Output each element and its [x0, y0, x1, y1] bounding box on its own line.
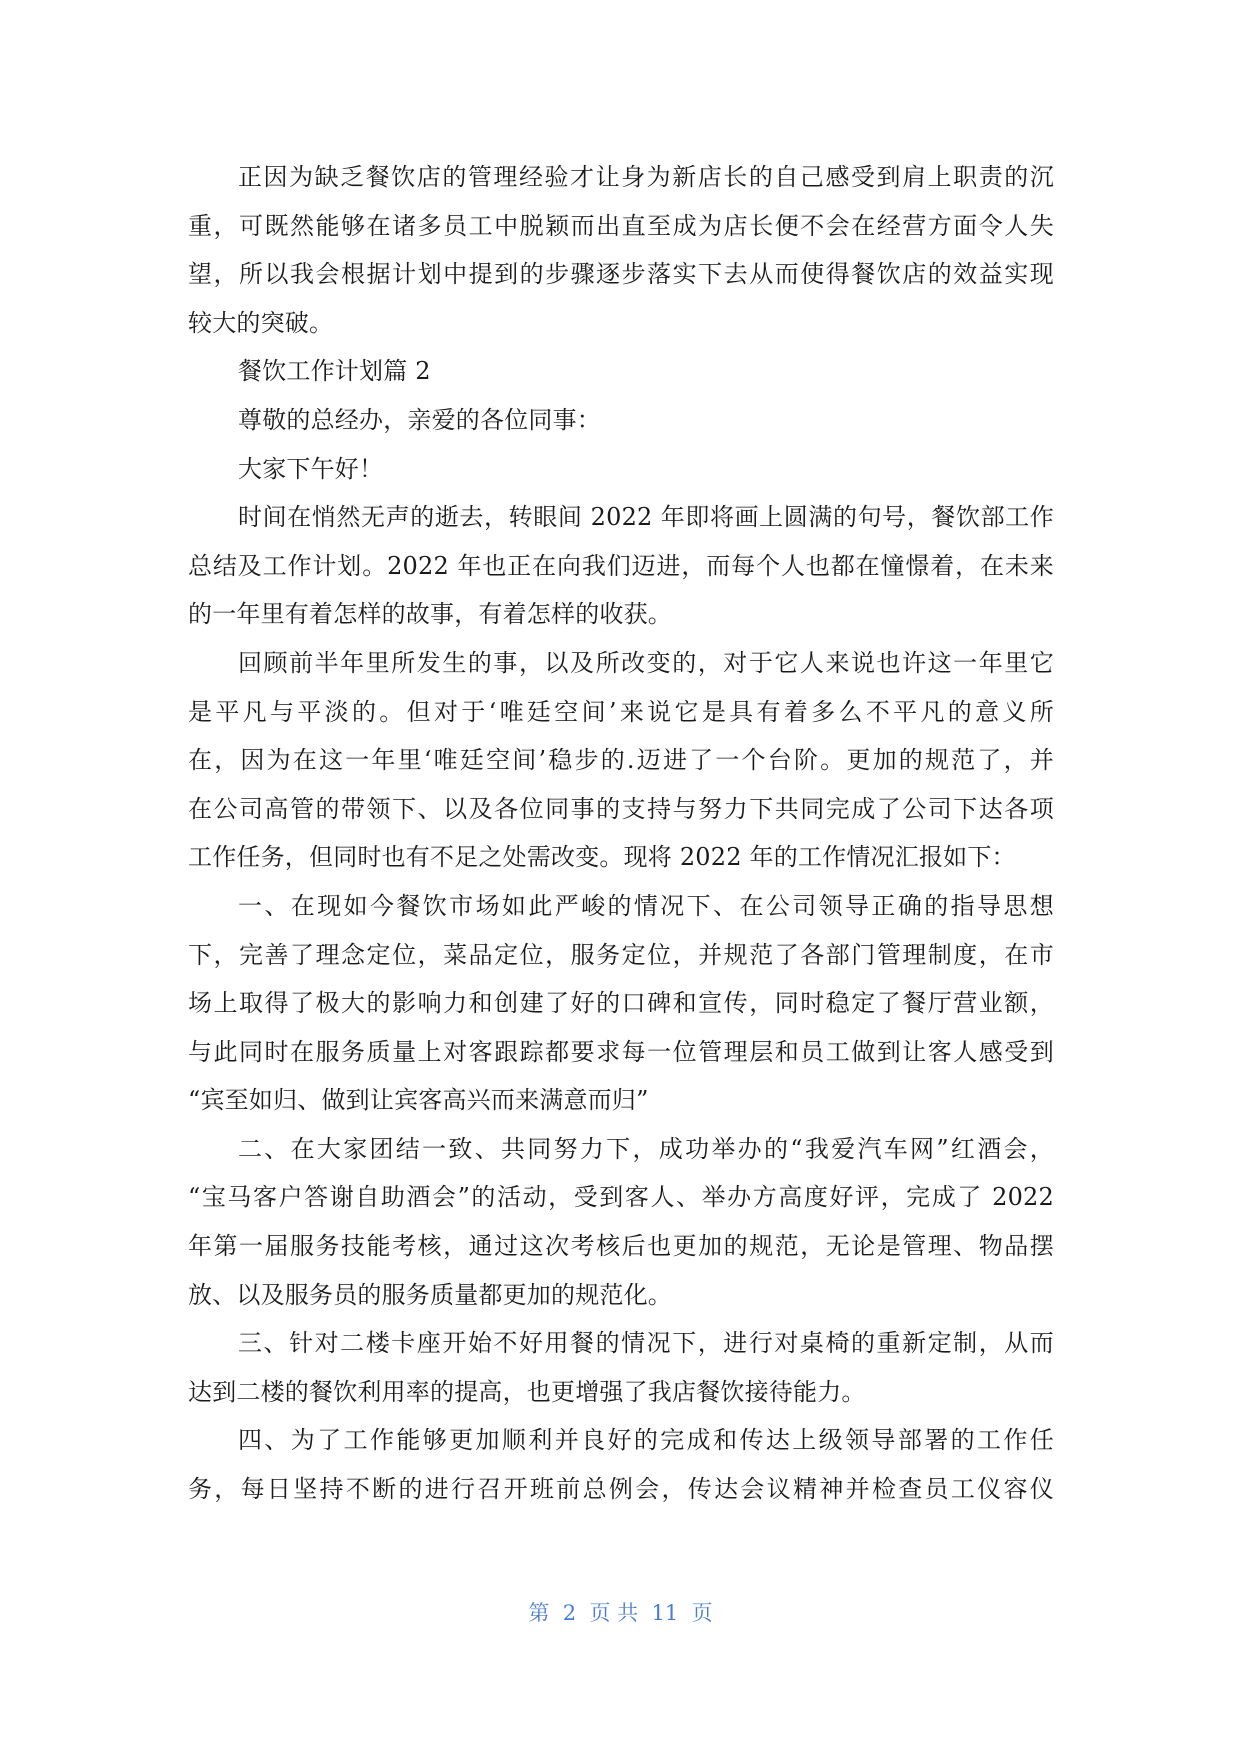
section-heading: 餐饮工作计划篇 2 — [238, 357, 431, 386]
text-line: 总结及工作计划。2022 年也正在向我们迈进，而每个人也都在憧憬着，在未来 — [188, 551, 1054, 580]
text-line: 望，所以我会根据计划中提到的步骤逐步落实下去从而使得餐饮店的效益实现 — [188, 260, 1054, 289]
text-line: 下，完善了理念定位，菜品定位，服务定位，并规范了各部门管理制度，在市 — [188, 940, 1054, 969]
text-line: 与此同时在服务质量上对客跟踪都要求每一位管理层和员工做到让客人感受到 — [188, 1037, 1054, 1066]
text-line: 达到二楼的餐饮利用率的提高，也更增强了我店餐饮接待能力。 — [188, 1377, 866, 1406]
text-line: 在，因为在这一年里‘唯廷空间’稳步的.迈进了一个台阶。更加的规范了，并 — [188, 746, 1054, 775]
text-line: 正因为缺乏餐饮店的管理经验才让身为新店长的自己感受到肩上职责的沉 — [238, 163, 1054, 191]
salutation: 尊敬的总经办，亲爱的各位同事： — [238, 405, 601, 434]
text-line: 二、在大家团结一致、共同努力下，成功举办的“我爱汽车网”红酒会， — [238, 1134, 1054, 1163]
text-line: 务，每日坚持不断的进行召开班前总例会，传达会议精神并检查员工仪容仪 — [188, 1475, 1054, 1504]
document-body — [188, 153, 1054, 1514]
text-line: 较大的突破。 — [188, 308, 334, 337]
text-line: “宾至如归、做到让宾客高兴而来满意而归” — [188, 1086, 649, 1115]
text-line: 工作任务，但同时也有不足之处需改变。现将 2022 年的工作情况汇报如下： — [188, 843, 1016, 872]
text-line: 回顾前半年里所发生的事，以及所改变的，对于它人来说也许这一年里它 — [238, 648, 1054, 677]
text-line: 重，可既然能够在诸多员工中脱颖而出直至成为店长便不会在经营方面令人失 — [188, 211, 1054, 240]
page-number-footer: 第 2 页 共 11 页 — [528, 1601, 713, 1625]
text-line: 年第一届服务技能考核，通过这次考核后也更加的规范，无论是管理、物品摆 — [188, 1232, 1054, 1261]
text-line: 在公司高管的带领下、以及各位同事的支持与努力下共同完成了公司下达各项 — [188, 794, 1054, 823]
greeting: 大家下午好！ — [238, 454, 384, 483]
text-line: “宝马客户答谢自助酒会”的活动，受到客人、举办方高度好评，完成了 2022 — [188, 1183, 1054, 1212]
text-line: 场上取得了极大的影响力和创建了好的口碑和宣传，同时稳定了餐厅营业额， — [188, 989, 1054, 1018]
text-line: 是平凡与平淡的。但对于‘唯廷空间’来说它是具有着多么不平凡的意义所 — [188, 697, 1054, 726]
text-line: 一、在现如今餐饮市场如此严峻的情况下、在公司领导正确的指导思想 — [238, 891, 1054, 920]
text-line: 四、为了工作能够更加顺利并良好的完成和传达上级领导部署的工作任 — [238, 1426, 1054, 1455]
text-line: 放、以及服务员的服务质量都更加的规范化。 — [188, 1280, 672, 1309]
text-line: 时间在悄然无声的逝去，转眼间 2022 年即将画上圆满的句号，餐饮部工作 — [238, 503, 1054, 532]
text-line: 的一年里有着怎样的故事，有着怎样的收获。 — [188, 600, 672, 629]
text-line: 三、针对二楼卡座开始不好用餐的情况下，进行对桌椅的重新定制，从而 — [238, 1329, 1054, 1358]
